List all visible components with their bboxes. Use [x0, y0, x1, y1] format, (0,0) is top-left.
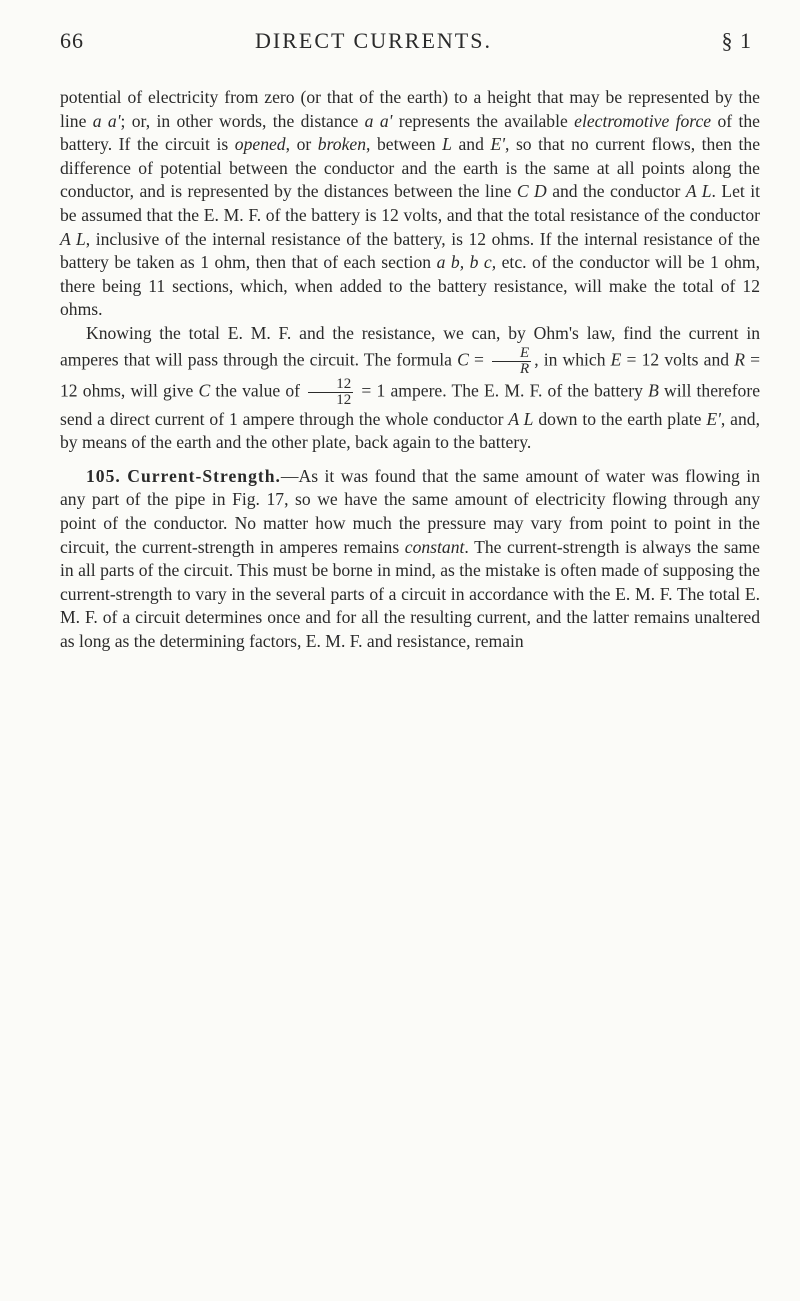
page-number: 66 — [60, 28, 84, 53]
section-mark: § 1 — [721, 28, 752, 53]
section-heading: Current-Strength. — [127, 465, 281, 486]
running-head — [60, 26, 760, 62]
section-number: 105. — [86, 465, 121, 486]
chapter-title: DIRECT CURRENTS. — [255, 28, 492, 53]
paragraph-2: Knowing the total E. M. F. and the resistance, we can, by Ohm's law, find the current in amperes that will pass through the circuit. The formula C = $\frac{E}{R}$ , in which E = 12 volts and R = 12 ohms, will give C the value of $\frac{12}{12}$ = 1 ampere. The E. M. F. of the battery B will therefore send a direct current of 1 ampere through the whole conductor A L down to the earth plate E', and, by means of the earth and the other plate, back again to the battery. — [60, 322, 761, 453]
value-fraction: $\frac{12}{12}$ — [308, 377, 353, 408]
paragraph-1: potential of electricity from zero (or that of the earth) to a height that may be represented by the line a a'; or, in other words, the distance a a' represents the available electromotive force of the battery. If the circuit is opened, or broken, between L and E', so that no current flows, then the difference of potential between the conductor and the earth is the same at all points along the conductor, and is represented by the distances between the line C D and the conductor A L. Let it be assumed that the E. M. F. of the battery is 12 volts, and that the total resistance of the conductor A L, inclusive of the internal resistance of the battery, is 12 ohms. If the internal resistance of the battery be taken as 1 ohm, then that of each section a b, b c, etc. of the conductor will be 1 ohm, there being 11 sections, which, when added to the battery resistance, will make the total of 12 ohms. — [60, 87, 761, 320]
body-text — [60, 86, 760, 653]
formula-fraction: $\frac{E}{R}$ — [492, 346, 531, 377]
book-page — [60, 0, 760, 1301]
section-105: 105. Current-Strength.—As it was found that the same amount of water was flowing in any part of the pipe in Fig. 17, so we have the same amount of electricity flowing through any point of the conductor. No matter how much the pressure may vary from point to point in the circuit, the current-strength in amperes remains constant. The current-strength is always the same in all parts of the circuit. This must be borne in mind, as the mistake is often made of supposing the current-strength to vary in the several parts of a circuit in accordance with the E. M. F. The total E. M. F. of a circuit determines once and for all the resulting current, and the latter remains unaltered as long as the determining factors, E. M. F. and resistance, remain — [60, 465, 760, 651]
